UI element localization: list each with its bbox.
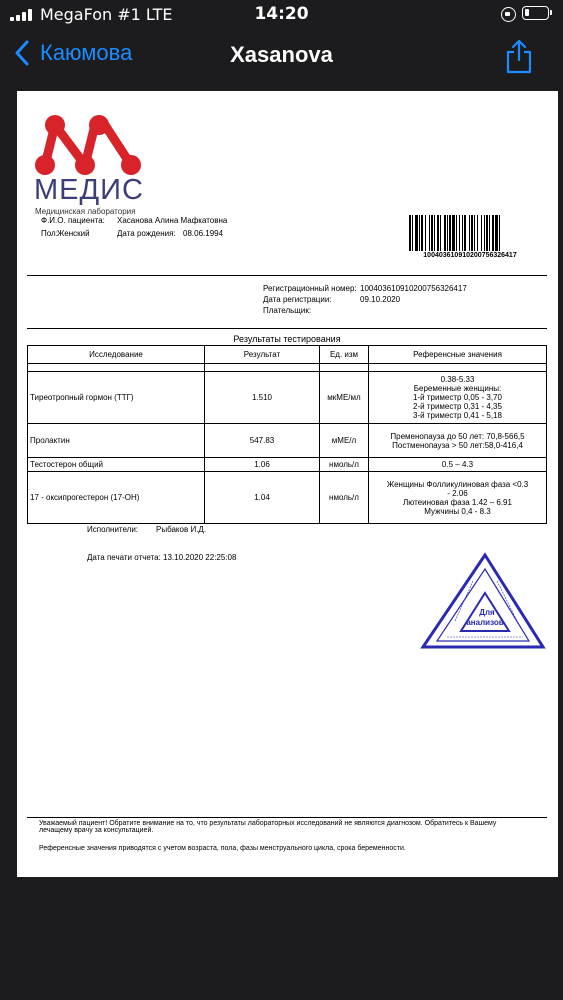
footer-note: Референсные значения приводятся с учетом возраста, пола, фазы менструального цикла, срока беременности. [39, 845, 406, 852]
test-name: Тестостерон общий [28, 458, 205, 472]
reference-line: 1-й триместр 0,05 - 3,70 [413, 393, 502, 402]
barcode-bar [409, 215, 411, 251]
barcode-bar [486, 215, 488, 251]
column-header: Ед. изм [320, 346, 369, 364]
barcode-bar [474, 215, 475, 251]
barcode-bar [425, 215, 426, 251]
barcode-bar [471, 215, 473, 251]
barcode-bar [431, 215, 433, 251]
barcode-bar [429, 215, 430, 251]
document-page [17, 91, 558, 877]
barcode-bar [456, 215, 457, 251]
patient-sex-value: Женский [57, 229, 90, 238]
back-label: Каюмова [40, 40, 133, 65]
reference-values [369, 472, 547, 524]
share-icon[interactable] [504, 38, 534, 74]
reference-line: Пременопауза до 50 лет: 70,8-566,5 [390, 431, 525, 441]
reg-date-value: 09.10.2020 [360, 295, 401, 304]
barcode-bar [484, 215, 485, 251]
column-header: Исследование [28, 346, 205, 364]
lab-stamp-icon [417, 551, 547, 656]
table-header-row [28, 346, 547, 364]
test-unit: нмоль/л [320, 458, 369, 472]
results-table [27, 345, 547, 524]
barcode [409, 215, 541, 251]
reference-line: 0.38-5.33 [440, 375, 475, 384]
reference-line: Женщины Фолликулиновая фаза <0.3 [386, 479, 529, 489]
table-row [28, 372, 547, 424]
performers-value: Рыбаков И.Д. [156, 525, 207, 534]
test-unit: мМЕ/л [320, 424, 369, 458]
barcode-bar [437, 215, 439, 251]
barcode-bar [495, 215, 498, 251]
barcode-bar [464, 215, 466, 251]
barcode-bar [449, 215, 451, 251]
barcode-bar [492, 215, 494, 251]
reference-line: 0.5 – 4.3 [441, 460, 474, 469]
barcode-bar [452, 215, 455, 251]
divider [27, 328, 547, 329]
barcode-bar [462, 215, 463, 251]
barcode-bar [419, 215, 420, 251]
barcode-bar [434, 215, 435, 251]
barcode-bar [415, 215, 418, 251]
payer-label: Плательщик: [263, 306, 312, 315]
print-date: Дата печати отчета: 13.10.2020 22:25:08 [87, 553, 237, 562]
reference-values [369, 458, 547, 472]
reference-line: Беременные женщины: [413, 384, 502, 393]
logo-text: МЕДИС [34, 174, 144, 206]
test-unit: мкМЕ/мл [320, 372, 369, 424]
status-bar [0, 0, 563, 30]
test-name: Пролактин [28, 424, 205, 458]
results-title: Результаты тестирования [233, 334, 341, 344]
patient-name-label: Ф.И.О. пациента: [41, 216, 105, 225]
barcode-bar [477, 215, 478, 251]
barcode-bar [421, 215, 423, 251]
test-result: 547.83 [205, 424, 320, 458]
reference-line: 2-й триместр 0,31 - 4,35 [413, 402, 502, 411]
battery-icon [522, 6, 549, 20]
barcode-bar [469, 215, 470, 251]
barcode-bar [444, 215, 446, 251]
reference-line: - 2.06 [447, 488, 468, 498]
table-row [28, 424, 547, 458]
clock: 14:20 [254, 4, 309, 24]
rotation-lock-icon [501, 7, 516, 22]
patient-dob-label: Дата рождения: [117, 229, 176, 238]
barcode-bar [459, 215, 460, 251]
barcode-bar [447, 215, 448, 251]
navigation-bar [0, 30, 563, 85]
svg-text:анализов: анализов [466, 618, 504, 627]
reg-number-value: 100403610910200756326417 [360, 284, 467, 293]
test-result: 1.04 [205, 472, 320, 524]
patient-dob-value: 08.06.1994 [183, 229, 224, 238]
barcode-bar [481, 215, 482, 251]
page-title: Xasanova [230, 42, 333, 67]
reference-line: Мужчины 0,4 - 8.3 [424, 506, 491, 516]
reference-line: 3-й триместр 0,41 - 5,18 [413, 411, 502, 420]
logo-subtitle: Медицинская лаборатория [35, 207, 136, 216]
table-row [28, 472, 547, 524]
barcode-number: 100403610910200756326417 [423, 252, 517, 259]
column-header: Референсные значения [369, 346, 547, 364]
test-result: 1.06 [205, 458, 320, 472]
barcode-bar [412, 215, 413, 251]
test-name: 17 - оксипрогестерон (17-ОН) [28, 472, 205, 524]
carrier-label: MegaFon #1 LTE [40, 5, 173, 24]
reference-values [369, 424, 547, 458]
divider [27, 275, 547, 276]
test-unit: нмоль/л [320, 472, 369, 524]
test-name: Тиреотропный гормон (ТТГ) [28, 372, 205, 424]
barcode-bar [440, 215, 441, 251]
patient-sex-label: Пол: [41, 229, 58, 238]
column-header: Результат [205, 346, 320, 364]
barcode-bar [499, 215, 500, 251]
svg-text:Для: Для [479, 608, 495, 617]
table-row [28, 458, 547, 472]
reference-line: Лютеиновая фаза 1.42 – 6.91 [403, 497, 512, 507]
reference-line: Постменопауза > 50 лет:58,0-416,4 [392, 440, 523, 450]
divider [27, 817, 547, 818]
patient-name-value: Хасанова Алина Мафкатовна [117, 216, 228, 225]
test-result: 1.510 [205, 372, 320, 424]
reference-values [369, 372, 547, 424]
performers-label: Исполнители: [87, 525, 139, 534]
reg-date-label: Дата регистрации: [263, 295, 332, 304]
reg-number-label: Регистрационный номер: [263, 284, 357, 293]
footer-note: Уважаемый пациент! Обратите внимание на то, что результаты лабораторных исследований не являются диагнозом. Обратитесь к Вашему лечащему врачу за консультацией. [39, 820, 497, 834]
barcode-bar [489, 215, 490, 251]
